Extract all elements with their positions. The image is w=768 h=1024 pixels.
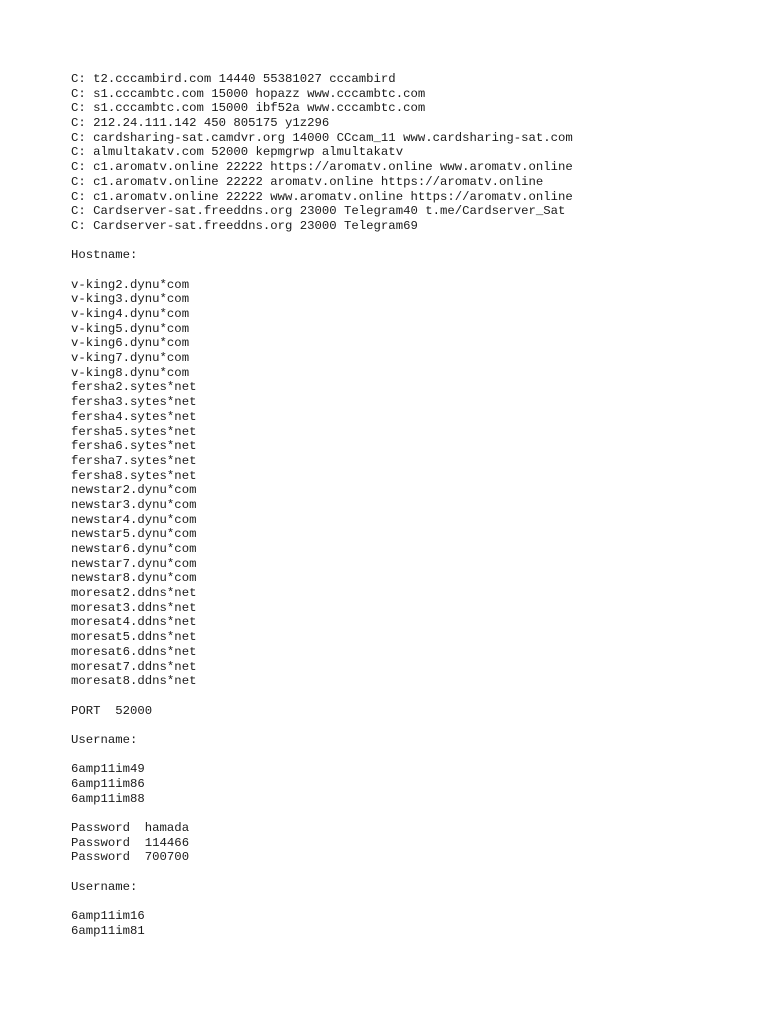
text-line: C: almultakatv.com 52000 kepmgrwp almultakatv xyxy=(71,145,404,160)
text-line: 6amp11im49 xyxy=(71,762,145,777)
text-line: C: c1.aromatv.online 22222 aromatv.online https://aromatv.online xyxy=(71,174,544,189)
text-line: moresat7.ddns*net xyxy=(71,659,197,674)
text-line: C: c1.aromatv.online 22222 www.aromatv.online https://aromatv.online xyxy=(71,189,573,204)
text-line: Hostname: xyxy=(71,248,138,263)
text-line: fersha8.sytes*net xyxy=(71,468,197,483)
text-line: newstar2.dynu*com xyxy=(71,483,197,498)
text-line: 6amp11im81 xyxy=(71,923,145,938)
text-line: newstar7.dynu*com xyxy=(71,556,197,571)
text-line: Password hamada xyxy=(71,821,190,836)
text-line: Username: xyxy=(71,732,138,747)
text-line: C: 212.24.111.142 450 805175 y1z296 xyxy=(71,116,330,131)
text-line: C: Cardserver-sat.freeddns.org 23000 Telegram69 xyxy=(71,218,418,233)
text-line: fersha6.sytes*net xyxy=(71,439,197,454)
blank-line xyxy=(71,865,751,880)
text-line: v-king2.dynu*com xyxy=(71,277,190,292)
text-line: Password 114466 xyxy=(71,835,190,850)
text-line: moresat8.ddns*net xyxy=(71,674,197,689)
text-line: newstar8.dynu*com xyxy=(71,571,197,586)
text-line: moresat5.ddns*net xyxy=(71,630,197,645)
text-line: newstar6.dynu*com xyxy=(71,542,197,556)
text-line: fersha7.sytes*net xyxy=(71,453,197,468)
text-line: 6amp11im16 xyxy=(71,909,145,924)
text-line: C: c1.aromatv.online 22222 https://aromatv.online www.aromatv.online xyxy=(71,160,573,175)
text-line: v-king8.dynu*com xyxy=(71,365,190,380)
text-line: 6amp11im88 xyxy=(71,791,145,806)
text-line: v-king4.dynu*com xyxy=(71,307,190,321)
text-line: moresat3.ddns*net xyxy=(71,600,197,615)
blank-line xyxy=(71,895,751,910)
text-line: newstar3.dynu*com xyxy=(71,497,197,512)
text-line: Password 700700 xyxy=(71,850,190,865)
blank-line xyxy=(71,689,751,704)
text-line: C: s1.cccambtc.com 15000 hopazz www.cccambtc.com xyxy=(71,86,426,101)
text-line: C: s1.cccambtc.com 15000 ibf52a www.cccambtc.com xyxy=(71,101,426,116)
text-line: C: Cardserver-sat.freeddns.org 23000 Telegram40 t.me/Cardserver_Sat xyxy=(71,204,566,219)
text-line: newstar5.dynu*com xyxy=(71,527,197,542)
text-line: C: cardsharing-sat.camdvr.org 14000 CCcam_11 www.cardsharing-sat.com xyxy=(71,130,573,145)
text-line: fersha4.sytes*net xyxy=(71,409,197,424)
blank-line xyxy=(71,234,751,249)
blank-line xyxy=(71,263,751,278)
blank-line xyxy=(71,718,751,733)
document-page xyxy=(71,72,751,939)
blank-line xyxy=(71,806,751,821)
text-line: fersha3.sytes*net xyxy=(71,395,197,410)
text-line: fersha2.sytes*net xyxy=(71,380,197,395)
blank-line xyxy=(71,748,751,763)
text-line: PORT 52000 xyxy=(71,703,153,718)
text-line: v-king3.dynu*com xyxy=(71,292,190,307)
text-line: fersha5.sytes*net xyxy=(71,424,197,439)
text-line: 6amp11im86 xyxy=(71,777,145,791)
text-line: moresat4.ddns*net xyxy=(71,615,197,630)
text-line: Username: xyxy=(71,879,138,894)
text-line: C: t2.cccambird.com 14440 55381027 cccambird xyxy=(71,72,396,86)
text-line: v-king5.dynu*com xyxy=(71,321,190,336)
text-line: v-king7.dynu*com xyxy=(71,351,190,366)
text-line: moresat6.ddns*net xyxy=(71,644,197,659)
text-line: newstar4.dynu*com xyxy=(71,512,197,527)
text-line: moresat2.ddns*net xyxy=(71,586,197,601)
text-line: v-king6.dynu*com xyxy=(71,336,190,351)
